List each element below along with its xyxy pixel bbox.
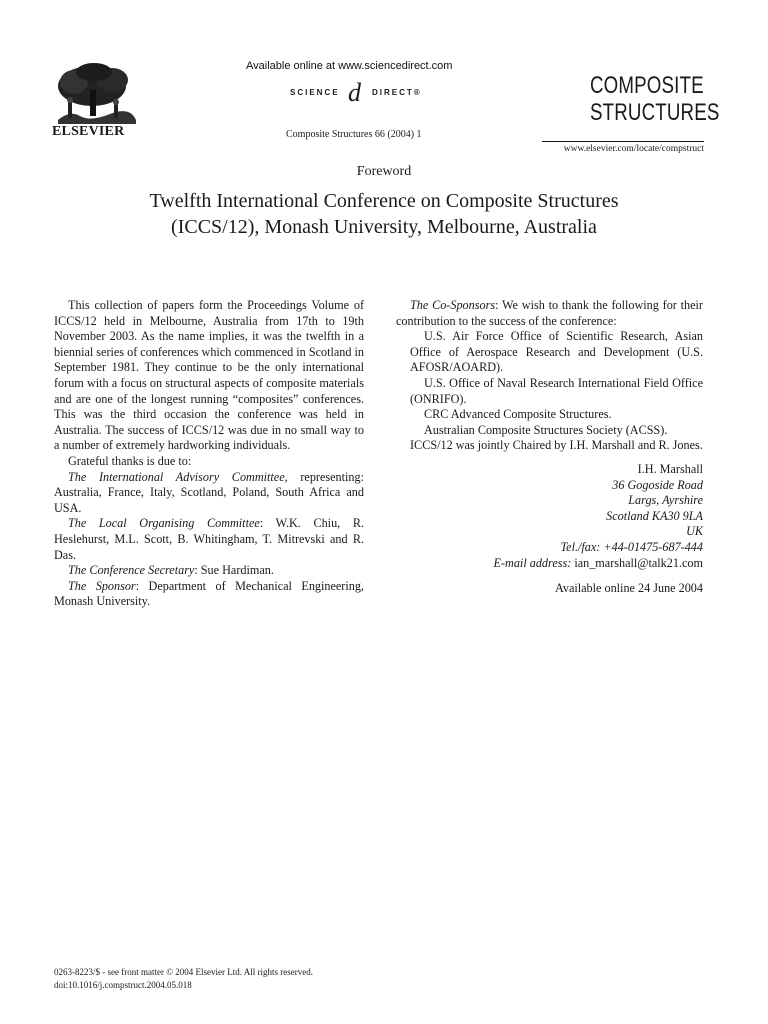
secretary-paragraph: [54, 563, 364, 579]
section-label: Foreword: [356, 164, 412, 179]
intro-paragraph: This collection of papers form the Proceedings Volume of ICCS/12 held in Melbourne, Australia from 17th to 19th November 2003. As the name implies, it was the twelfth in a biennial series of conferences which commenced in Scotland in September 1981. They continue to be the only international forum with a focus on structural aspects of composite materials and are one of the longest running “composites” conferences. This was the third occasion the conference was held in Australia. The success of ICCS/12 was due in no small way to a number of extremely hardworking individuals.: [54, 298, 364, 453]
article-title: [70, 188, 698, 240]
title-line-2: (ICCS/12), Monash University, Melbourne, Australia: [171, 216, 597, 238]
cosponsors-text: : We wish to thank the following for their contribution to the success of the conference:: [396, 298, 703, 328]
right-column: [396, 298, 703, 597]
email-address[interactable]: ian_marshall@talk21.com: [571, 555, 703, 570]
cosponsor-item: CRC Advanced Composite Structures.: [424, 407, 612, 422]
footer: [54, 966, 313, 992]
sd-logo-left: SCIENCE: [290, 88, 340, 97]
cosponsors-label: The Co-Sponsors: [410, 298, 496, 312]
email-label: E-mail address:: [493, 555, 572, 570]
sponsor-label: The Sponsor: [68, 578, 136, 593]
address-line: Largs, Ayrshire: [628, 493, 703, 508]
publisher-wordmark: ELSEVIER: [52, 124, 125, 139]
address-line: Scotland KA30 9LA: [606, 508, 703, 523]
left-column: [54, 298, 364, 610]
iac-label: The International Advisory Committee: [68, 469, 285, 484]
journal-brand: [590, 72, 719, 126]
sd-logo-right: DIRECT®: [372, 88, 422, 97]
loc-label: The Local Organising Committee: [68, 516, 260, 531]
sponsor-paragraph: [54, 579, 364, 610]
available-online-line: Available online at www.sciencedirect.com: [246, 60, 453, 72]
author-name: I.H. Marshall: [637, 461, 703, 476]
brand-line-1: COMPOSITE: [590, 72, 704, 99]
thanks-line: Grateful thanks is due to:: [68, 453, 192, 468]
loc-text: : W.K. Chiu, R. Heslehurst, M.L. Scott, B. Whitingham, T. Mitrevski and R. Das.: [54, 516, 365, 562]
secretary-label: The Conference Secretary: [68, 563, 195, 578]
author-address-block: [396, 462, 703, 571]
loc-paragraph: [54, 516, 364, 563]
available-online-date: Available online 24 June 2004: [554, 581, 703, 596]
sd-logo-at: d: [348, 78, 361, 107]
cosponsor-item: U.S. Office of Naval Research International Field Office (ONRIFO).: [410, 375, 703, 406]
secretary-text: : Sue Hardiman.: [194, 563, 274, 578]
chaired-line: ICCS/12 was jointly Chaired by I.H. Marshall and R. Jones.: [410, 438, 703, 453]
cosponsor-item: Australian Composite Structures Society (ACSS).: [424, 422, 668, 437]
journal-url[interactable]: www.elsevier.com/locate/compstruct: [563, 144, 704, 154]
journal-citation: Composite Structures 66 (2004) 1: [286, 129, 422, 140]
telfax-line: Tel./fax: +44-01475-687-444: [560, 539, 703, 554]
address-line: UK: [686, 524, 703, 539]
doi-line[interactable]: doi:10.1016/j.compstruct.2004.05.018: [54, 980, 192, 990]
brand-line-2: STRUCTURES: [590, 99, 720, 126]
copyright-line: 0263-8223/$ - see front matter © 2004 Elsevier Ltd. All rights reserved.: [54, 967, 314, 977]
email-line: [396, 556, 703, 572]
cosponsors-paragraph: [396, 298, 703, 329]
address-line: 36 Gogoside Road: [612, 477, 703, 492]
cosponsor-item: U.S. Air Force Office of Scientific Research, Asian Office of Aerospace Research and Development (U.S. AFOSR/AOARD).: [410, 329, 703, 375]
iac-paragraph: [54, 470, 364, 517]
iac-text: , representing: Australia, France, Italy, Scotland, Poland, South Africa and USA.: [54, 469, 364, 515]
title-line-1: Twelfth International Conference on Composite Structures: [149, 190, 619, 212]
header-rule: [542, 141, 704, 142]
sponsor-text: : Department of Mechanical Engineering, Monash University.: [54, 578, 364, 609]
